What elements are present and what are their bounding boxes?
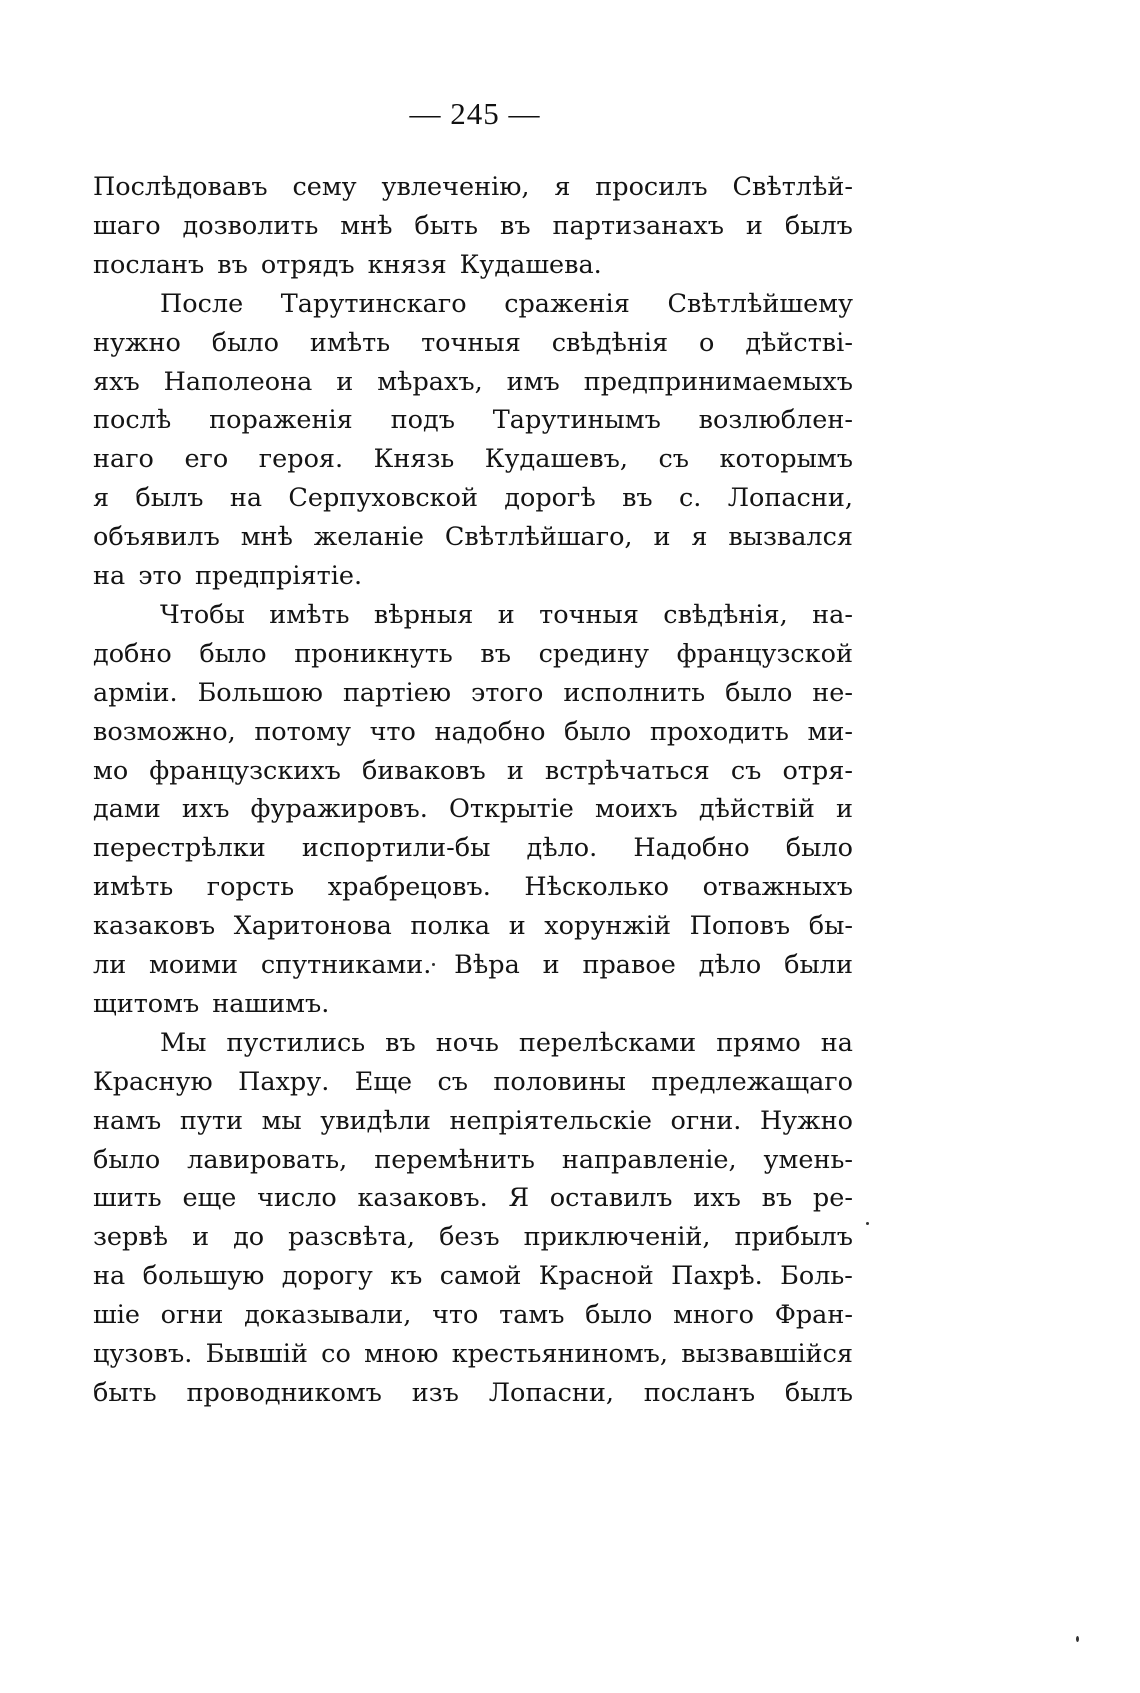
text-line: Чтобы имѣть вѣрныя и точныя свѣдѣнія, на- (160, 599, 853, 630)
print-speck (866, 1222, 869, 1225)
text-line: объявилъ мнѣ желаніе Свѣтлѣйшаго, и я вызвался (93, 522, 853, 553)
print-speck (432, 963, 435, 966)
text-line: посланъ въ отрядъ князя Кудашева. (93, 249, 602, 280)
text-line: щитомъ нашимъ. (93, 988, 330, 1019)
text-line: шить еще число казаковъ. Я оставилъ ихъ въ ре- (93, 1183, 853, 1214)
text-line: наго его героя. Князь Кудашевъ, съ которымъ (93, 444, 853, 475)
text-line: Красную Пахру. Еще съ половины предлежащаго (93, 1066, 853, 1097)
text-line: возможно, потому что надобно было проходить ми- (93, 716, 853, 747)
text-line: После Тарутинскаго сраженія Свѣтлѣйшему (160, 288, 853, 319)
text-line: нужно было имѣть точныя свѣдѣнія о дѣйстві- (93, 327, 853, 358)
text-line: ли моими спутниками. Вѣра и правое дѣло были (93, 950, 853, 980)
text-line: арміи. Большою партіею этого исполнить было не- (93, 677, 853, 708)
text-line: на это предпріятіе. (93, 561, 363, 591)
text-line: Послѣдовавъ сему увлеченію, я просилъ Свѣтлѣй- (93, 172, 853, 202)
text-line: было лавировать, перемѣнить направленіе, умень- (93, 1144, 853, 1175)
text-line: перестрѣлки испортили-бы дѣло. Надобно было (93, 833, 853, 864)
text-line: намъ пути мы увидѣли непріятельскіе огни. Нужно (93, 1105, 853, 1136)
text-line: яхъ Наполеона и мѣрахъ, имъ предпринимаемыхъ (93, 366, 853, 397)
text-line: добно было проникнуть въ средину французской (93, 638, 853, 669)
text-line: дами ихъ фуражировъ. Открытіе моихъ дѣйствій и (93, 794, 853, 825)
text-line: имѣть горсть храбрецовъ. Нѣсколько отважныхъ (93, 872, 853, 903)
page-number: — 245 — (409, 96, 541, 131)
text-line: шаго дозволить мнѣ быть въ партизанахъ и былъ (93, 210, 853, 241)
text-line: Мы пустились въ ночь перелѣсками прямо на (160, 1027, 853, 1058)
text-line: на большую дорогу къ самой Красной Пахрѣ. Боль- (93, 1261, 853, 1292)
text-line: шіе огни доказывали, что тамъ было много Фран- (93, 1300, 853, 1331)
text-line: мо французскихъ биваковъ и встрѣчаться съ отря- (93, 755, 853, 786)
text-line: казаковъ Харитонова полка и хорунжій Поповъ бы- (93, 911, 853, 942)
text-line: я былъ на Серпуховской дорогѣ въ с. Лопасни, (93, 483, 853, 514)
text-line: зервѣ и до разсвѣта, безъ приключеній, прибылъ (93, 1222, 853, 1253)
print-speck (1076, 1636, 1079, 1642)
text-line: цузовъ. Бывшій со мною крестьяниномъ, вызвавшійся (93, 1339, 853, 1369)
text-line: быть проводникомъ изъ Лопасни, посланъ былъ (93, 1377, 853, 1408)
text-line: послѣ пораженія подъ Тарутинымъ возлюблен- (93, 405, 853, 436)
